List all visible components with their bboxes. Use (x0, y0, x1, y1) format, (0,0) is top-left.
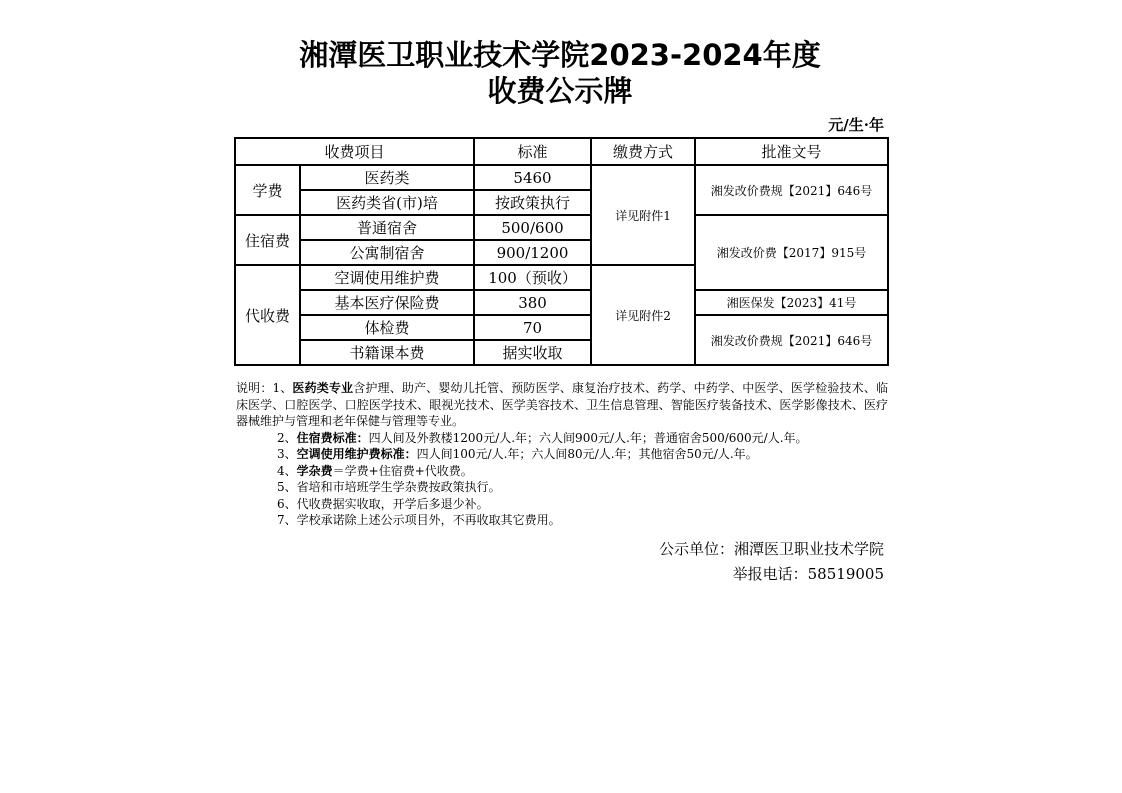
item-cell: 空调使用维护费 (300, 265, 474, 290)
note-text: 四人间100元/人.年；六人间80元/人.年；其他宿舍50元/人.年。 (416, 447, 758, 461)
standard-cell: 据实收取 (474, 340, 591, 365)
note-item: 5、省培和市培班学生学杂费按政策执行。 (277, 480, 501, 494)
item-cell: 医药类 (300, 165, 474, 190)
standard-cell: 70 (474, 315, 591, 340)
payment-cell: 详见附件1 (591, 165, 695, 265)
doc-cell: 湘医保发【2023】41号 (695, 290, 888, 315)
note-bold: 住宿费标准： (296, 430, 369, 445)
header-standard: 标准 (474, 138, 591, 165)
fee-table (234, 137, 889, 366)
table-header-row (235, 138, 888, 165)
note-text: 四人间及外教楼1200元/人.年；六人间900元/人.年；普通宿舍500/600元/人.年。 (368, 430, 808, 445)
page-subtitle: 收费公示牌 (487, 74, 633, 108)
note-item (236, 463, 888, 480)
footer-org: 公示单位：湘潭医卫职业技术学院 (658, 540, 884, 558)
item-cell: 公寓制宿舍 (300, 240, 474, 265)
unit-label: 元/生·年 (828, 116, 884, 134)
table-row (235, 315, 888, 340)
table-row (235, 165, 888, 190)
note-number: 4、 (277, 463, 297, 478)
doc-cell: 湘发改价费规【2021】646号 (695, 315, 888, 365)
note-bold: 医药类专业 (292, 381, 354, 395)
standard-cell: 100（预收） (474, 265, 591, 290)
note-bold: 学杂费 (296, 463, 333, 478)
group-agency: 代收费 (235, 265, 300, 365)
doc-cell: 湘发改价费规【2021】646号 (695, 165, 888, 215)
table-row (235, 290, 888, 315)
header-doc: 批准文号 (695, 138, 888, 165)
doc-cell: 湘发改价费【2017】915号 (695, 215, 888, 290)
note-item (236, 446, 888, 463)
standard-cell: 500/600 (474, 215, 591, 240)
item-cell: 基本医疗保险费 (300, 290, 474, 315)
note-item: 6、代收费据实收取，开学后多退少补。 (277, 496, 489, 511)
page-title: 湘潭医卫职业技术学院2023-2024年度 (299, 38, 821, 72)
note-item: 7、学校承诺除上述公示项目外，不再收取其它费用。 (277, 513, 561, 527)
note-number: 3、 (277, 447, 297, 461)
note-bold: 空调使用维护费标准： (296, 447, 417, 461)
item-cell: 医药类省(市)培 (300, 190, 474, 215)
footer-phone: 举报电话：58519005 (732, 565, 884, 583)
standard-cell: 380 (474, 290, 591, 315)
group-tuition: 学费 (235, 165, 300, 215)
header-item: 收费项目 (235, 138, 474, 165)
item-cell: 书籍课本费 (300, 340, 474, 365)
table-row (235, 215, 888, 240)
standard-cell: 5460 (474, 165, 591, 190)
note-item (236, 380, 888, 430)
standard-cell: 900/1200 (474, 240, 591, 265)
note-prefix: 说明：1、 (236, 381, 293, 395)
notes-section (236, 380, 888, 529)
item-cell: 体检费 (300, 315, 474, 340)
group-housing: 住宿费 (235, 215, 300, 265)
note-number: 2、 (277, 430, 297, 445)
note-item (236, 430, 888, 447)
standard-cell: 按政策执行 (474, 190, 591, 215)
note-text: 含护理、助产、婴幼儿托管、预防医学、康复治疗技术、药学、中药学、中医学、医学检验技术、临床医学、口腔医学、口腔医学技术、眼视光技术、医学美容技术、卫生信息管理、智能医疗装备技术、医学影像技术、医疗器械维护与管理和老年保健与管理等专业。 (236, 381, 888, 428)
header-payment: 缴费方式 (591, 138, 695, 165)
item-cell: 普通宿舍 (300, 215, 474, 240)
note-text: ＝学费+住宿费+代收费。 (332, 463, 473, 478)
payment-cell: 详见附件2 (591, 265, 695, 365)
